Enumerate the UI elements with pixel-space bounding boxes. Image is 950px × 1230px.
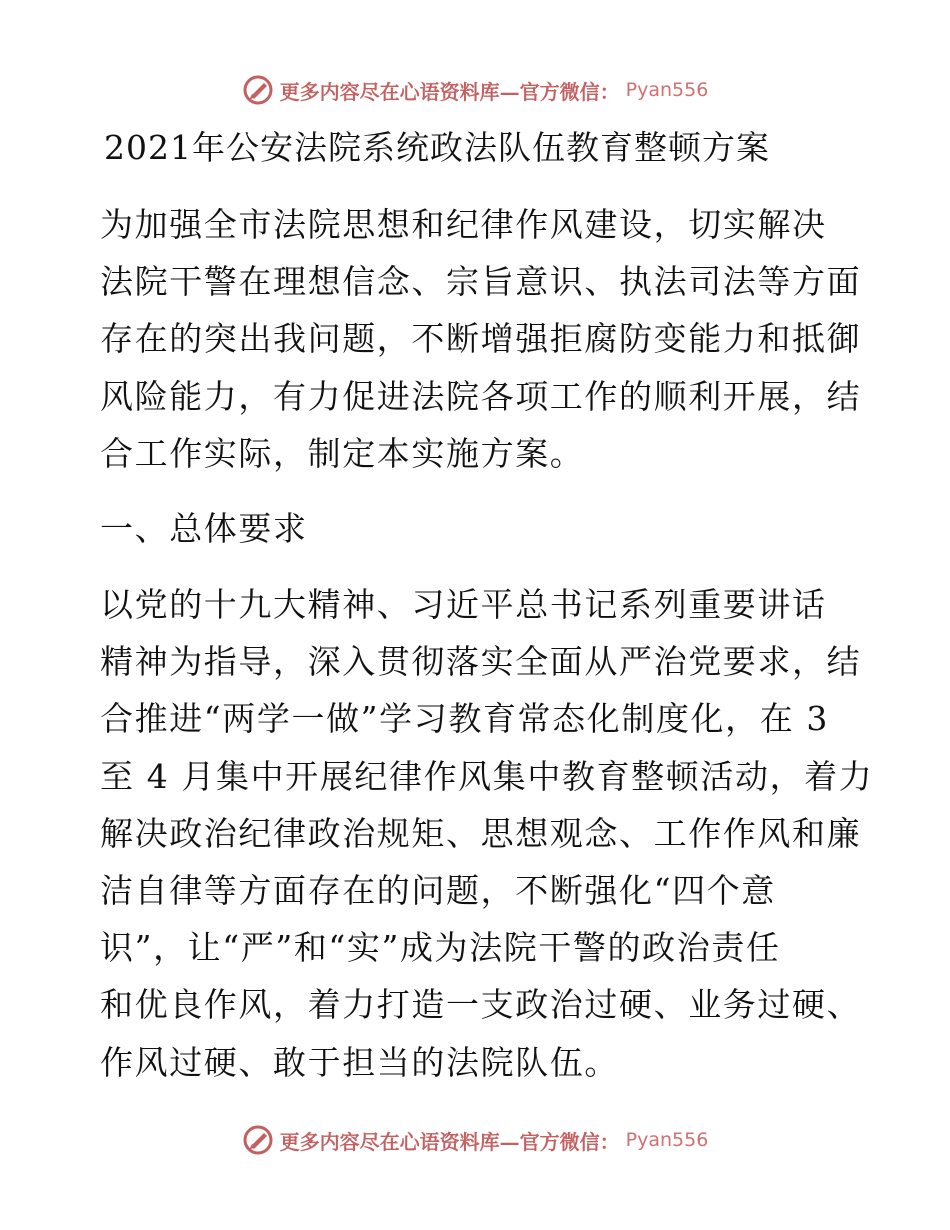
paragraph-line: 以党的十九大精神、习近平总书记系列重要讲话 (100, 585, 827, 624)
watermark-bottom (0, 1120, 950, 1160)
paragraph-line: 精神为指导，深入贯彻落实全面从严治党要求，结 (100, 642, 862, 682)
paragraph-line: 法院干警在理想信念、宗旨意识、执法司法等方面 (100, 262, 862, 302)
document-title: 2021年公安法院系统政法队伍教育整顿方案 (104, 128, 770, 167)
section-paragraph (100, 576, 874, 1091)
watermark-text: 更多内容尽在心语资料库—官方微信： (279, 79, 620, 104)
watermark-wechat-id: Pyan556 (625, 79, 709, 101)
paragraph-line: 解决政治纪律政治规矩、思想观念、工作作风和廉 (100, 813, 862, 853)
watermark-text: 更多内容尽在心语资料库—官方微信： (279, 1129, 620, 1154)
paragraph-line: 风险能力，有力促进法院各项工作的顺利开展，结 (100, 376, 862, 416)
paragraph-line: 作风过硬、敢于担当的法院队伍。 (100, 1042, 619, 1082)
paragraph-line: 至 4 月集中开展纪律作风集中教育整顿活动，着力 (100, 756, 874, 796)
paragraph-line: 存在的突出我问题，不断增强拒腐防变能力和抵御 (100, 319, 862, 359)
paragraph-line: 识”，让“严”和“实”成为法院干警的政治责任 (100, 928, 781, 968)
paragraph-line: 合推进“两学一做”学习教育常态化制度化，在 3 (100, 699, 830, 739)
paragraph-line: 洁自律等方面存在的问题，不断强化“四个意 (100, 870, 776, 910)
watermark-wechat-id: Pyan556 (625, 1129, 709, 1151)
paragraph-line: 为加强全市法院思想和纪律作风建设，切实解决 (100, 205, 827, 244)
intro-paragraph (100, 196, 860, 482)
watermark-top (0, 70, 950, 110)
paragraph-line: 和优良作风，着力打造一支政治过硬、业务过硬、 (100, 985, 862, 1025)
brand-logo-icon (242, 74, 274, 106)
brand-logo-icon (242, 1124, 274, 1156)
paragraph-line: 合工作实际，制定本实施方案。 (100, 433, 585, 473)
section-heading-text: 一、总体要求 (100, 509, 308, 548)
section-heading (100, 500, 860, 557)
